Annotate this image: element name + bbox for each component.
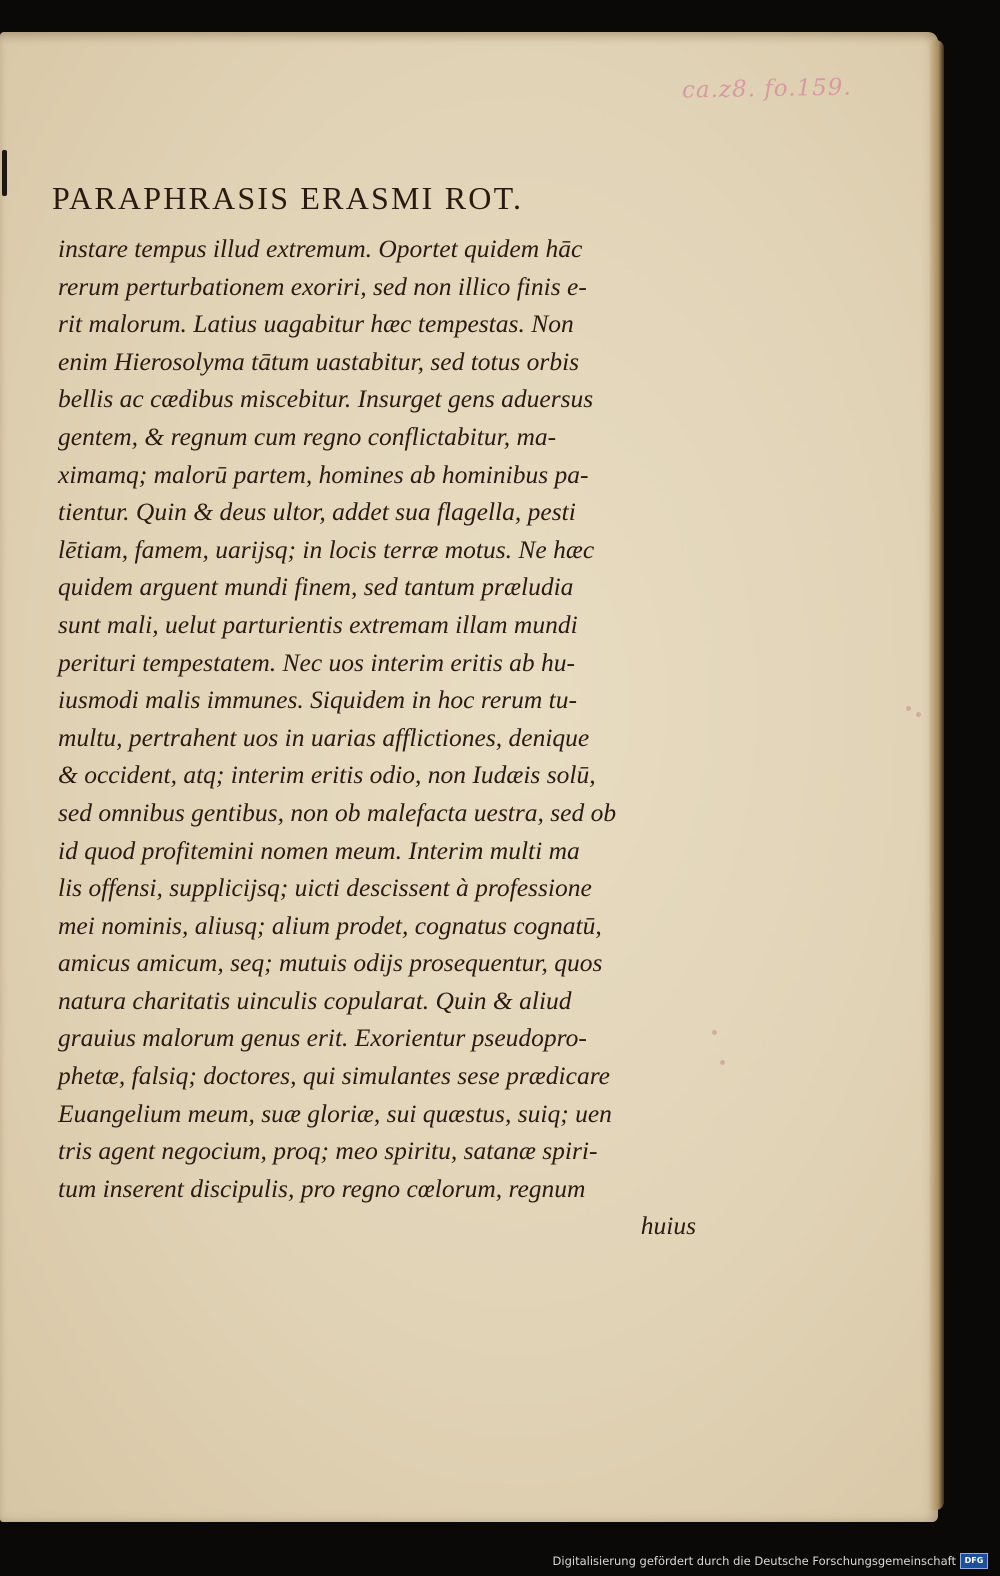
funding-credit: Digitalisierung gefördert durch die Deutsche Forschungsgemeinschaft (552, 1554, 956, 1568)
text-line: lētiam, famem, uarijsq; in locis terræ motus. Ne hæc (58, 534, 595, 564)
text-line: natura charitatis uinculis copularat. Quin & aliud (58, 985, 572, 1015)
text-line: rit malorum. Latius uagabitur hæc tempestas. Non (58, 309, 574, 339)
text-line: phetæ, falsiq; doctores, qui simulantes sese prædicare (58, 1061, 610, 1091)
text-line: tum inserent discipulis, pro regno cœlorum, regnum (58, 1173, 586, 1203)
text-line: id quod profitemini nomen meum. Interim multi ma (58, 835, 580, 865)
text-line: ximamq; malorū partem, homines ab hominibus pa- (58, 459, 589, 489)
text-line: sed omnibus gentibus, non ob malefacta uestra, sed ob (58, 797, 617, 827)
text-line: tientur. Quin & deus ultor, addet sua flagella, pesti (58, 497, 576, 527)
text-line: bellis ac cædibus miscebitur. Insurget gens aduersus (58, 384, 594, 414)
text-line: multu, pertrahent uos in uarias afflictiones, denique (58, 722, 590, 752)
text-line: grauius malorum genus erit. Exorientur pseudopro- (58, 1023, 587, 1053)
text-line: gentem, & regnum cum regno conflictabitur, ma- (58, 421, 557, 451)
text-line: tris agent negocium, proq; meo spiritu, satanæ spiri- (58, 1136, 598, 1166)
text-line: rerum perturbationem exoriri, sed non illico finis e- (58, 271, 587, 301)
text-line: Euangelium meum, suæ gloriæ, sui quæstus, suiq; uen (58, 1098, 612, 1128)
footer-bar (0, 1548, 1000, 1576)
binding-mark (2, 150, 7, 196)
dfg-logo: DFG (960, 1553, 988, 1569)
text-line: mei nominis, aliusq; alium prodet, cognatus cognatū, (58, 910, 602, 940)
body-text (58, 230, 702, 1245)
text-line: perituri tempestatem. Nec uos interim eritis ab hu- (58, 647, 576, 677)
page-edge (930, 40, 944, 1510)
text-line: & occident, atq; interim eritis odio, non Iudæis solū, (58, 760, 596, 790)
text-line: sunt mali, uelut parturientis extremam illam mundi (58, 609, 578, 639)
text-line: instare tempus illud extremum. Oportet quidem hāc (58, 234, 583, 263)
text-line: amicus amicum, seq; mutuis odijs prosequentur, quos (58, 948, 603, 978)
text-line: enim Hierosolyma tātum uastabitur, sed totus orbis (58, 346, 580, 376)
catchword: huius (640, 1211, 696, 1241)
running-header: PARAPHRASIS ERASMI ROT. (52, 180, 524, 216)
shelfmark-annotation: ca.z8. fo.159. (681, 74, 852, 104)
text-line: lis offensi, supplicijsq; uicti descissent à professione (58, 873, 592, 903)
text-line: iusmodi malis immunes. Siquidem in hoc rerum tu- (58, 685, 577, 715)
text-line: quidem arguent mundi finem, sed tantum præludia (58, 572, 574, 602)
